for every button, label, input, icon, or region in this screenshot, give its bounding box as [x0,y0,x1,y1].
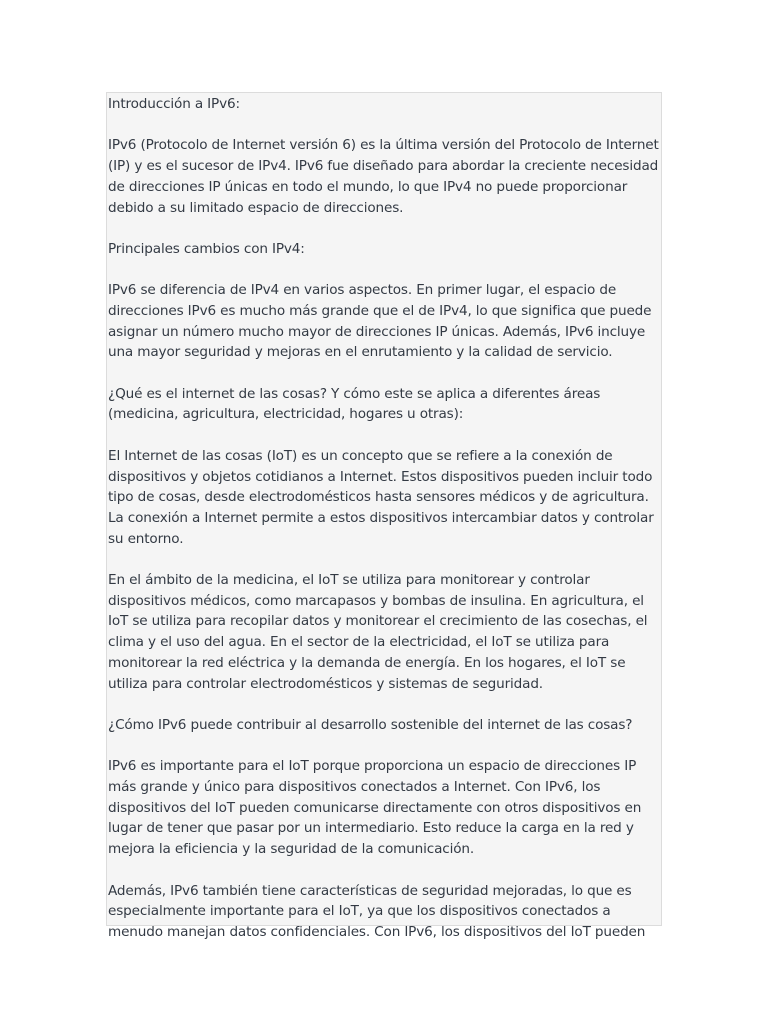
paragraph: IPv6 se diferencia de IPv4 en varios aspectos. En primer lugar, el espacio de direcciones IPv6 es mucho más grande que el de IPv4, lo que significa que puede asignar un número mucho mayor de direcciones IP únicas. Además, IPv6 incluye una mayor seguridad y mejoras en el enrutamiento y la calidad de servicio. [108,282,652,361]
section-heading-intro: Introducción a IPv6: [108,96,240,112]
paragraph: IPv6 (Protocolo de Internet versión 6) es la última versión del Protocolo de Internet (IP) y es el sucesor de IPv4. IPv6 fue diseñado para abordar la creciente necesidad de direcciones IP únicas en todo el mundo, lo que IPv4 no puede proporcionar debido a su limitado espacio de direcciones. [108,137,659,216]
paragraph: En el ámbito de la medicina, el IoT se utiliza para monitorear y controlar dispositivos médicos, como marcapasos y bombas de insulina. En agricultura, el IoT se utiliza para recopilar datos y monitorear el crecimiento de las cosechas, el clima y el uso del agua. En el sector de la electricidad, el IoT se utiliza para monitorear la red eléctrica y la demanda de energía. En los hogares, el IoT se utiliza para controlar electrodomésticos y sistemas de seguridad. [108,572,648,692]
document-page [106,92,662,940]
section-heading-iot: ¿Qué es el internet de las cosas? Y cómo este se aplica a diferentes áreas (medicina, agricultura, electricidad, hogares u otras): [108,385,601,423]
paragraph: Además, IPv6 también tiene características de seguridad mejoradas, lo que es especialmente importante para el IoT, ya que los dispositivos conectados a menudo manejan datos confidenciales. Con IPv6, los dispositivos del IoT pueden [108,882,646,940]
section-heading-changes: Principales cambios con IPv4: [108,240,305,257]
paragraph: IPv6 es importante para el IoT porque proporciona un espacio de direcciones IP más grande y único para dispositivos conectados a Internet. Con IPv6, los dispositivos del IoT pueden comunicarse directamente con otros dispositivos en lugar de tener que pasar por un intermediario. Esto reduce la carga en la red y mejora la eficiencia y la seguridad de la comunicación. [108,758,642,858]
section-heading-sustainability: ¿Cómo IPv6 puede contribuir al desarrollo sostenible del internet de las cosas? [108,716,633,733]
document-body [107,93,661,943]
paragraph: El Internet de las cosas (IoT) es un concepto que se refiere a la conexión de dispositivos y objetos cotidianos a Internet. Estos dispositivos pueden incluir todo tipo de cosas, desde electrodomésticos hasta sensores médicos y de agricultura. La conexión a Internet permite a estos dispositivos intercambiar datos y controlar su entorno. [108,447,654,547]
